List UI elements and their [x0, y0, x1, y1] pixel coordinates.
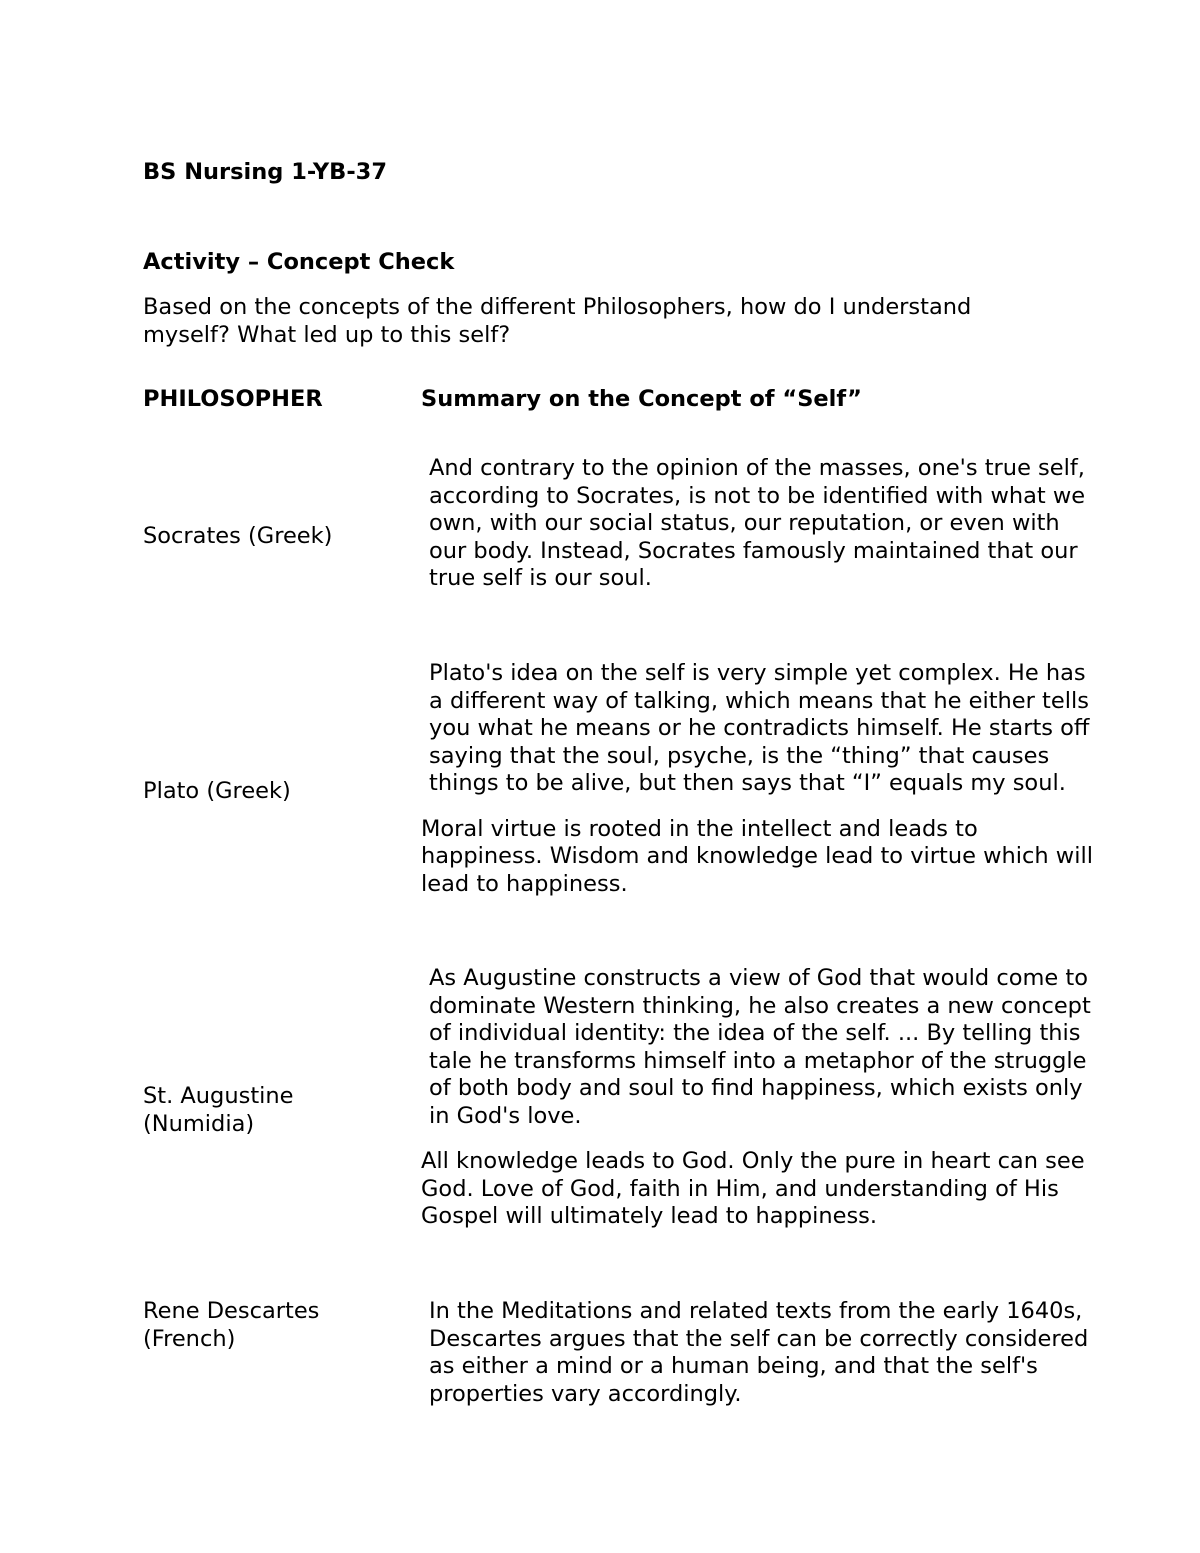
summary-paragraph: In the Meditations and related texts from the early 1640s, Descartes argues that the self can be correctly considered as either a mind or a human being, and that the self's properties vary accordingly.	[429, 1298, 1089, 1407]
summary-paragraph: Plato's idea on the self is very simple yet complex. He has a different way of talking, which means that he either tells you what he means or he contradicts himself. He starts off saying that the soul, psyche, is the “thing” that causes things to be alive, but then says that “I” equals my soul.	[429, 660, 1090, 796]
summary-paragraph: All knowledge leads to God. Only the pure in heart can see God. Love of God, faith in Him, and understanding of His Gospel will ultimately lead to happiness.	[421, 1148, 1085, 1229]
summary-paragraph: Moral virtue is rooted in the intellect and leads to happiness. Wisdom and knowledge lead to virtue which will lead to happiness.	[421, 815, 1093, 897]
philosopher-name-plato: Plato (Greek)	[143, 778, 291, 804]
summary-descartes	[421, 1298, 1101, 1408]
summary-paragraph: As Augustine constructs a view of God that would come to dominate Western thinking, he also creates a new concept of individual identity: the idea of the self. ... By telling this tale he transforms himself into a metaphor of the struggle of both body and soul to find happiness, which exists only in God's love.	[429, 965, 1091, 1129]
class-code-heading: BS Nursing 1-YB-37	[143, 159, 387, 185]
activity-title: Activity – Concept Check	[143, 249, 455, 275]
column-header-philosopher: PHILOSOPHER	[143, 386, 323, 412]
activity-question: Based on the concepts of the different Philosophers, how do I understand myself? What led up to this self?	[143, 294, 972, 348]
philosopher-name-descartes: Rene Descartes (French)	[143, 1298, 320, 1352]
summary-plato	[421, 660, 1101, 898]
summary-paragraph: And contrary to the opinion of the masses, one's true self, according to Socrates, is not to be identified with what we own, with our social status, our reputation, or even with our body. Instead, Socrates famously maintained that our true self is our soul.	[429, 455, 1086, 591]
summary-socrates	[421, 455, 1101, 593]
column-header-summary: Summary on the Concept of “Self”	[421, 386, 862, 412]
summary-augustine	[421, 965, 1101, 1231]
philosopher-name-augustine: St. Augustine (Numidia)	[143, 1083, 294, 1137]
philosopher-name-socrates: Socrates (Greek)	[143, 523, 333, 549]
